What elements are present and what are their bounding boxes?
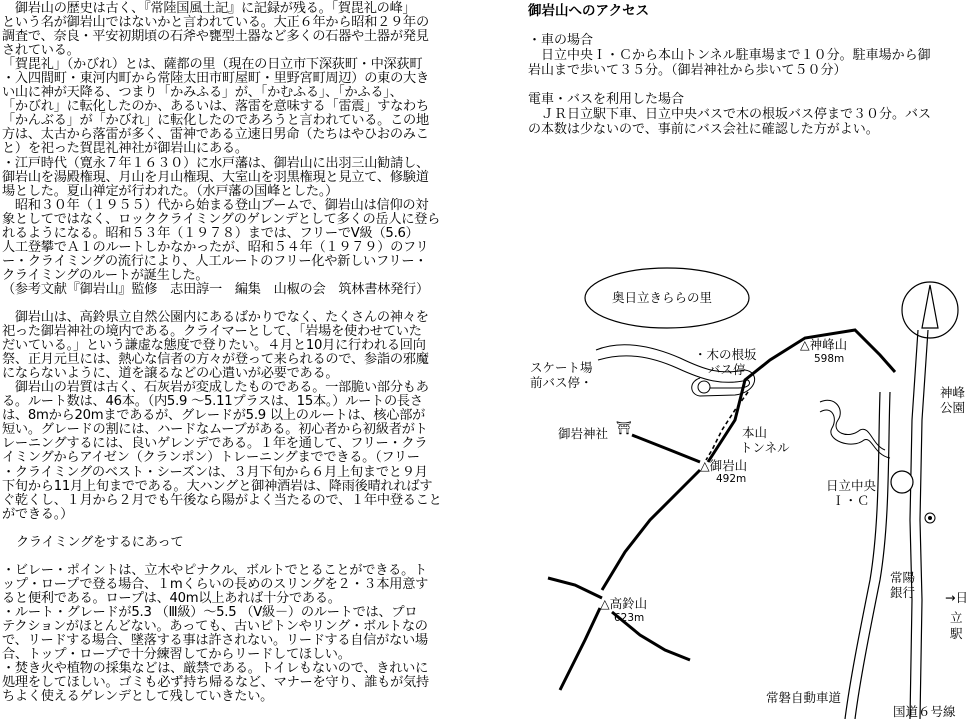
kamimine-label: △神峰山 — [800, 337, 848, 352]
history-line: （参考文献『御岩山』監修 志田諄一 編集 山椒の会 筑林書林発行） — [2, 281, 429, 297]
iwasan-label: △御岩山 — [700, 458, 748, 473]
iwasan-height: 492m — [716, 473, 747, 485]
history-line: ー・クライミングの流行により、人工ルートのフリー化や新しいフリー・ — [2, 253, 428, 269]
ridge-takasuzu — [602, 470, 700, 590]
history-line: 「賀毘礼」（かびれ）とは、薩都の里（現在の日立市下深荻町・中深荻町 — [2, 57, 423, 73]
station-label-1: →日 — [945, 590, 968, 605]
history-line: 御岩山の歴史は古く、『常陸国風土記』に記録が残る。「賀毘礼の峰」 — [2, 1, 416, 16]
skate-label-1: スケート場 — [530, 360, 593, 375]
rules-line: 処理をしてほしい。ゴミも必ず持ち帰るなど、マナーを守り、誰もが気持 — [2, 675, 429, 691]
history-line: 「かびれ」に転化したのか、あるいは、落雷を意味する「雷震」すなわち — [2, 99, 429, 115]
climbing-line: にならないように、道を譲るなどの心遣いが必要である。 — [2, 366, 339, 382]
rules-line: で、リードする場合、墜落する事は許されない。リードする自信がない場 — [2, 632, 428, 648]
expressway-label: 常磐自動車道 — [766, 690, 842, 705]
station-label-3: 駅 — [950, 626, 963, 641]
kirara-label: 奥日立きららの里 — [612, 290, 713, 305]
history-line: 場とした。夏山禅定が行われた。（水戸藩の国峰とした。） — [2, 183, 339, 199]
history-line: と）を祀った賀毘礼神社が御岩山にある。 — [2, 141, 248, 157]
kinone-label-1: ・木の根坂 — [694, 347, 757, 362]
takasuzu-label: △高鈴山 — [600, 596, 648, 611]
section-heading: クライミングをするにあって — [16, 534, 184, 550]
rules-line: ップ・ロープで登る場合、１mくらいの長めのスリングを２・３本用意す — [2, 576, 429, 592]
bank-label-2: 銀行 — [890, 585, 916, 600]
skate-label-2: 前バス停・ — [530, 375, 593, 390]
climbing-line: 祀った御岩神社の境内である。クライマーとして、「岩場を使わせていた — [2, 324, 422, 340]
climbing-line: る。ルート数は、46本。（内5.9 ～5.11プラスは、15本。）ルートの長さ — [2, 394, 423, 410]
history-line: クライミングのルートが誕生した。 — [2, 267, 209, 283]
train-line: ＪＲ日立駅下車、日立中央バスで木の根坂バス停まで３０分。バス — [528, 107, 932, 122]
expressway-line-2 — [855, 392, 890, 719]
history-line: 昭和３０年（１９５５）代から始まる登山ブームで、御岩山は信仰の対 — [2, 197, 429, 213]
tunnel-label-2: トンネル — [740, 440, 790, 455]
shrine-icon: ⛩ — [616, 420, 632, 435]
history-line: れるようになる。昭和５３年（１９７８）までは、フリーでⅤ級（5.6） — [2, 225, 419, 241]
tunnel-label-1: 本山 — [742, 425, 768, 440]
route6-label: 国道６号線 — [893, 704, 956, 719]
bus-stop-kinone — [698, 381, 710, 393]
ic-label-1: 日立中央 — [826, 478, 877, 493]
shrine-label: 御岩神社 — [558, 426, 609, 441]
history-line: ・入四間町・東河内町から常陸太田市町屋町・里野宮町周辺）の東の大き — [2, 71, 429, 87]
rules-line: ると便利である。ロープは、40m以上あれば十分である。 — [2, 590, 341, 606]
ic-label-2: Ｉ・Ｃ — [832, 493, 870, 508]
climbing-line: 御岩山の岩質は古く、石灰岩が変成したものである。一部脆い部分もあ — [2, 380, 429, 396]
ridge-shrine — [632, 435, 700, 462]
climbing-line: 祭、正月元旦には、熱心な信者の方々が登って来られるので、参詣の邪魔 — [2, 352, 429, 368]
history-line: 象としてではなく、ロッククライミングのゲレンデとして多くの岳人に登ら — [2, 211, 441, 227]
train-line: の本数は少ないので、事前にバス会社に確認した方がよい。 — [528, 122, 879, 137]
climbing-line: 短い。グレードの割には、ハードなムーブがある。初心者から初級者がト — [2, 422, 428, 438]
rules-line: ・ビレー・ポイントは、立木やピナクル、ボルトでとることができる。ト — [2, 562, 427, 578]
car-line: 日立中央Ｉ・Ｃから本山トンネル駐車場まで１０分。駐車場から御 — [528, 48, 931, 63]
car-line: 岩山まで歩いて３５分。（御岩神社から歩いて５０分） — [528, 63, 847, 78]
access-title: 御岩山へのアクセス — [528, 3, 650, 19]
history-line: 方は、太古から落雷が多く、雷神である立速日男命（たちはやひおのみこ — [2, 127, 429, 143]
park-label-1: 神峰 — [940, 385, 966, 400]
history-line: 「かんぶる」が「かびれ」に転化したのであろうと言われている。この地 — [2, 113, 429, 129]
ridge-sw — [548, 578, 602, 598]
river — [820, 400, 885, 450]
history-line: 調査で、奈良・平安初期頃の石斧や甕型土器など多くの石器や土器が発見 — [2, 29, 429, 45]
takasuzu-height: 623m — [614, 612, 645, 624]
north-arrow-icon — [902, 282, 958, 338]
park-label-2: 公園 — [940, 400, 966, 415]
route6-line-2 — [920, 330, 928, 719]
history-line: い山に神が天降る、つまり「かみふる」が、「かむふる」、「かふる」、 — [2, 85, 403, 101]
train-line: 電車・バスを利用した場合 — [528, 92, 685, 107]
history-line: されている。 — [2, 43, 80, 59]
station-label-2: 立 — [950, 610, 963, 625]
north-arrow-needle — [922, 285, 938, 328]
climbing-line: ぐ乾くし、１月から２月でも午後なら陽がよく当たるので、１年中登ること — [2, 492, 442, 508]
climbing-line: イミングからアイゼン（クランポン）トレーニングまでできる。（フリー — [2, 450, 420, 466]
climbing-line: だいている。」という謙虚な態度で登りたい。４月と10月に行われる回向 — [2, 338, 426, 354]
route6-line — [910, 330, 918, 719]
rules-line: ・焚き火や植物の採集などは、厳禁である。トイレもないので、きれいに — [2, 661, 429, 677]
climbing-line: は、8mから20mまであるが、グレードが5.9 以上のルートは、核心部が — [2, 408, 426, 424]
rules-line: ・ルート・グレードが5.3 （Ⅲ級）～5.5 （Ⅴ級－）のルートでは、プロ — [2, 604, 418, 620]
history-line: 御岩山を湯殿権現、月山を月山権現、大室山を羽黒権現と見立て、修験道 — [2, 169, 429, 185]
history-line: 人工登攀でＡ１のルートしかなかったが、昭和５４年（１９７９）のフリ — [2, 239, 429, 255]
history-line: ・江戸時代（寛永７年１６３０）に水戸藩は、御岩山に出羽三山勧請し、 — [2, 155, 429, 171]
climbing-line: 御岩山は、高鈴県立自然公園内にあるばかりでなく、たくさんの神々を — [2, 309, 429, 325]
climbing-line: ・クライミングのベスト・シーズンは、３月下旬から６月上旬までと９月 — [2, 464, 428, 480]
bank-label-1: 常陽 — [890, 570, 916, 585]
office-icon-dot — [928, 516, 932, 520]
climbing-line: ができる。） — [2, 506, 74, 522]
ridge-s — [560, 608, 600, 690]
ic-circle — [891, 471, 913, 493]
climbing-line: レーニングするには、良いゲレンデである。１年を通して、フリー・クラ — [2, 436, 428, 452]
kinone-label-2: バス停 — [708, 362, 746, 377]
rules-line: テクションがほとんどない。あっても、古いピトンやリング・ボルトなの — [2, 618, 428, 634]
rules-line: 合、トップ・ロープで十分練習してからリードしてほしい。 — [2, 647, 351, 663]
rules-line: ちよく使えるゲレンデとして残していきたい。 — [2, 689, 274, 705]
climbing-line: 下旬から11月上旬までである。大ハングと御神酒岩は、降雨後晴れればす — [2, 478, 433, 494]
kamimine-height: 598m — [814, 353, 845, 365]
car-line: ・車の場合 — [528, 33, 594, 48]
history-line: という名が御岩山ではないかと言われている。大正６年から昭和２９年の — [2, 15, 429, 31]
